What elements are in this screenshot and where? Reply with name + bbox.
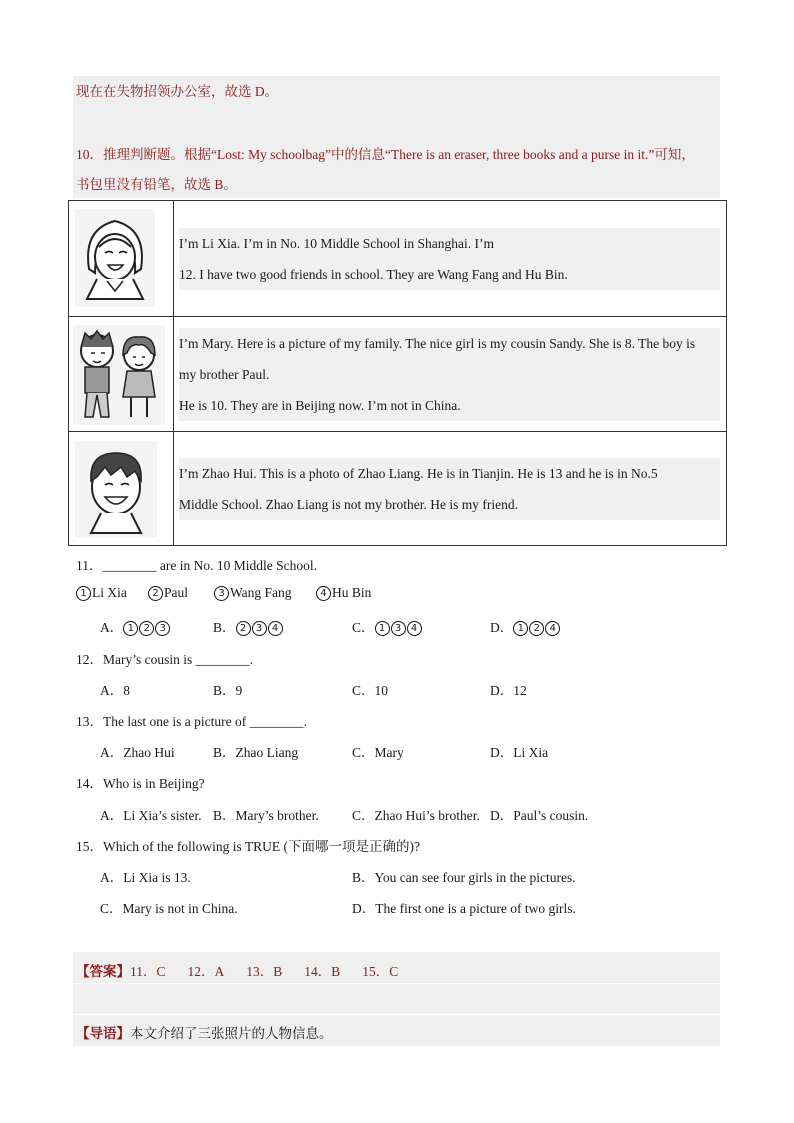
answer-option[interactable]: A．Li Xia’s sister.	[100, 808, 202, 823]
passage-text	[179, 228, 720, 290]
answer-option[interactable]: A． 1 2 3	[100, 616, 171, 636]
passage-text	[179, 458, 720, 520]
passage-line: I’m Mary. Here is a picture of my family. The nice girl is my cousin Sandy. She is 8. The boy is	[179, 336, 696, 351]
answer-item: 14．B	[304, 964, 341, 979]
answer-item: 11．C	[130, 964, 166, 979]
answer-option[interactable]: C．10	[352, 683, 389, 698]
picture-cell	[69, 432, 174, 545]
passage-table	[68, 200, 727, 546]
answer-option[interactable]: D．The first one is a picture of two girls.	[352, 901, 576, 916]
girl-and-boy-icon	[73, 325, 165, 425]
answer-item: 15．C	[362, 964, 399, 979]
answer-option[interactable]: C． 1 3 4	[352, 616, 423, 636]
question-stem: 14．Who is in Beijing?	[76, 776, 205, 791]
passage-line: Middle School. Zhao Liang is not my brother. He is my friend.	[179, 497, 518, 512]
girl-portrait-icon	[75, 209, 155, 307]
table-row	[69, 316, 726, 431]
table-row	[69, 201, 726, 316]
answer-block	[73, 952, 720, 1046]
answer-option[interactable]: C．Zhao Hui’s brother.	[352, 808, 480, 823]
answer-item: 12．A	[187, 964, 225, 979]
table-row	[69, 431, 726, 545]
passage-line: I’m Zhao Hui. This is a photo of Zhao Liang. He is in Tianjin. He is 13 and he is in No.5	[179, 466, 658, 481]
answer-option[interactable]: B． 2 3 4	[213, 616, 284, 636]
question-stem: 13．The last one is a picture of ________.	[76, 714, 307, 729]
answer-option[interactable]: D．Paul’s cousin.	[490, 808, 589, 823]
explanation-line: 现在在失物招领办公室，故选 D。	[76, 84, 279, 99]
q11-item: 3 Wang Fang	[214, 585, 292, 601]
q11-item: 1 Li Xia	[76, 585, 127, 601]
explanation-line: 10．推理判断题。根据“Lost: My schoolbag”中的信息“There is an eraser, three books and a purse in it.”可知，	[76, 147, 695, 162]
answer-option[interactable]: D．Li Xia	[490, 745, 549, 760]
answer-label: 【答案】	[76, 964, 130, 979]
guide-label: 【导语】	[76, 1026, 130, 1041]
explanation-block	[73, 76, 720, 198]
guide-text: 本文介绍了三张照片的人物信息。	[130, 1026, 333, 1041]
question-stem: 12．Mary’s cousin is ________.	[76, 652, 253, 667]
answer-option[interactable]: D． 1 2 4	[490, 616, 561, 636]
answer-line	[76, 960, 398, 980]
answer-option[interactable]: B．9	[213, 683, 243, 698]
picture-cell	[69, 201, 174, 316]
passage-text	[179, 328, 720, 421]
q11-item: 4 Hu Bin	[316, 585, 371, 601]
guide-line	[76, 1022, 333, 1042]
explanation-line: 书包里没有铅笔，故选 B。	[76, 177, 237, 192]
passage-line: my brother Paul.	[179, 367, 270, 382]
answer-option[interactable]: C．Mary	[352, 745, 404, 760]
answer-option[interactable]: A．8	[100, 683, 130, 698]
answer-option[interactable]: B．Mary’s brother.	[213, 808, 319, 823]
boy-portrait-icon	[75, 441, 157, 537]
answer-option[interactable]: B．You can see four girls in the pictures.	[352, 870, 576, 885]
question-stem: 11．________ are in No. 10 Middle School.	[76, 558, 317, 573]
passage-line: 12. I have two good friends in school. They are Wang Fang and Hu Bin.	[179, 267, 568, 282]
answer-option[interactable]: D．12	[490, 683, 527, 698]
answer-item: 13．B	[246, 964, 283, 979]
q11-item: 2 Paul	[148, 585, 188, 601]
answer-option[interactable]: B．Zhao Liang	[213, 745, 299, 760]
passage-line: I’m Li Xia. I’m in No. 10 Middle School in Shanghai. I’m	[179, 236, 494, 251]
answer-option[interactable]: C．Mary is not in China.	[100, 901, 238, 916]
answer-option[interactable]: A．Li Xia is 13.	[100, 870, 191, 885]
passage-line: He is 10. They are in Beijing now. I’m not in China.	[179, 398, 461, 413]
question-stem: 15．Which of the following is TRUE (下面哪一项是正确的)?	[76, 839, 420, 854]
answer-option[interactable]: A．Zhao Hui	[100, 745, 175, 760]
picture-cell	[69, 317, 174, 431]
